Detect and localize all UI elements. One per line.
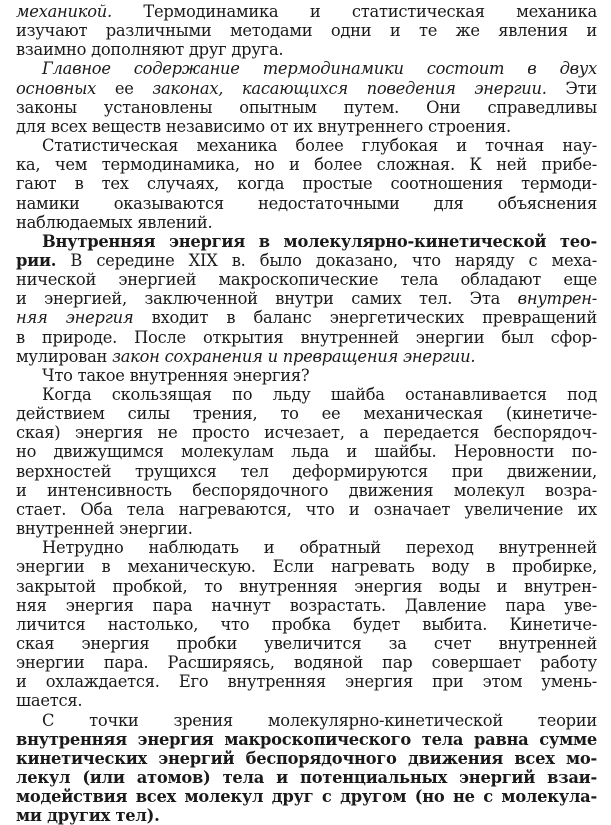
italic-text: внутрен- bbox=[517, 289, 597, 309]
text-run: В середине XIX в. было доказано, что наряду с меха- bbox=[56, 250, 597, 270]
text-line bbox=[16, 672, 597, 691]
text-run: стает. Оба тела нагреваются, что и означает увеличение их bbox=[16, 499, 597, 519]
text-line bbox=[16, 270, 597, 289]
text-run: нической энергией макроскопические тела обладают еще bbox=[16, 270, 597, 290]
text-line bbox=[16, 308, 597, 327]
text-line bbox=[16, 251, 597, 270]
text-line bbox=[42, 385, 597, 404]
bold-text: кинетических энергий беспорядочного движения всех мо- bbox=[16, 748, 597, 768]
bold-text: лекул (или атомов) тела и потенциальных энергий взаи- bbox=[16, 768, 597, 787]
text-run: и энергией, заключенной внутри самих тел. Эта bbox=[16, 289, 518, 309]
text-run: но движущимся молекулам льда и шайбы. Неровности по- bbox=[16, 442, 597, 462]
text-line bbox=[16, 442, 597, 461]
text-run: в природе. После открытия внутренней энергии был сфор- bbox=[16, 327, 597, 347]
italic-text: основных bbox=[16, 78, 97, 98]
text-line bbox=[42, 136, 597, 155]
text-run: закрытой пробкой, то внутренняя энергия воды и внутрен- bbox=[16, 576, 597, 596]
text-line bbox=[16, 519, 597, 538]
text-line bbox=[16, 98, 597, 117]
italic-text: няя энергия bbox=[16, 308, 134, 328]
bold-text: модействия всех молекул друг с другом (но не с молекула- bbox=[16, 787, 597, 807]
text-line bbox=[16, 615, 597, 634]
text-line bbox=[16, 462, 597, 481]
bold-text: рии. bbox=[16, 250, 57, 270]
text-line bbox=[16, 577, 597, 596]
italic-text: законах, касающихся поведения энергии. bbox=[152, 78, 547, 98]
text-run: действием силы трения, то ее механическая (кинетиче- bbox=[16, 404, 597, 424]
text-line bbox=[16, 653, 597, 672]
text-line bbox=[16, 79, 597, 98]
text-run: ская) энергия не просто исчезает, а передается беспорядоч- bbox=[16, 423, 597, 443]
text-line bbox=[16, 40, 597, 59]
text-line bbox=[16, 155, 597, 174]
text-line bbox=[16, 691, 597, 710]
italic-text: механикой. bbox=[16, 2, 112, 21]
text-line bbox=[16, 481, 597, 500]
text-line bbox=[42, 366, 597, 385]
text-line bbox=[16, 328, 597, 347]
text-line bbox=[16, 194, 597, 213]
text-run: ская энергия пробки увеличится за счет внутренней bbox=[16, 633, 597, 653]
text-line bbox=[16, 347, 597, 366]
text-line bbox=[16, 557, 597, 576]
text-run: намики оказываются недостаточными для объяснения bbox=[16, 193, 597, 213]
text-line bbox=[16, 730, 597, 749]
text-run: верхностей трущихся тел деформируются при движении, bbox=[16, 461, 597, 481]
text-line bbox=[42, 711, 597, 730]
text-line bbox=[42, 59, 597, 78]
text-line bbox=[16, 289, 597, 308]
text-run: Нетрудно наблюдать и обратный переход внутренней bbox=[42, 538, 597, 558]
text-line bbox=[42, 538, 597, 557]
text-run: и охлаждается. Его внутренняя энергия при этом умень- bbox=[16, 672, 597, 692]
text-run: мулирован bbox=[16, 346, 113, 366]
text-line bbox=[16, 634, 597, 653]
text-run: изучают различными методами одни и те же явления и bbox=[16, 21, 597, 41]
text-line bbox=[16, 500, 597, 519]
text-line bbox=[16, 21, 597, 40]
text-run: внутренней энергии. bbox=[16, 519, 193, 539]
text-run: энергии пара. Расширяясь, водяной пар совершает работу bbox=[16, 653, 597, 673]
text-run: законы установлены опытным путем. Они справедливы bbox=[16, 97, 597, 117]
text-run: и интенсивность беспорядочного движения молекул возра- bbox=[16, 480, 597, 500]
text-run: гают в тех случаях, когда простые соотношения термоди- bbox=[16, 174, 597, 194]
text-run: Эти bbox=[546, 78, 597, 98]
text-run: Статистическая механика более глубокая и точная нау- bbox=[42, 136, 597, 156]
text-line bbox=[16, 404, 597, 423]
text-run: няя энергия пара начнут возрастать. Давление пара уве- bbox=[16, 595, 597, 615]
text-run: энергии в механическую. Если нагревать воду в пробирке, bbox=[16, 557, 597, 577]
bold-text: ми других тел). bbox=[16, 806, 160, 825]
text-run: для всех веществ независимо от их внутреннего строения. bbox=[16, 116, 511, 136]
text-run: Термодинамика и статистическая механика bbox=[111, 2, 597, 21]
text-line bbox=[16, 768, 597, 787]
text-line bbox=[16, 787, 597, 806]
text-line bbox=[16, 213, 597, 232]
text-run: входит в баланс энергетических превращений bbox=[133, 308, 597, 328]
italic-text: Главное содержание термодинамики состоит в двух bbox=[42, 59, 597, 79]
text-line bbox=[42, 232, 597, 251]
text-run: Что такое внутренняя энергия? bbox=[42, 365, 310, 385]
text-line bbox=[16, 596, 597, 615]
text-line bbox=[16, 117, 597, 136]
text-line bbox=[16, 749, 597, 768]
bold-text: внутренняя энергия макроскопического тела равна сумме bbox=[16, 729, 597, 749]
text-run: Когда скользящая по льду шайба останавливается под bbox=[42, 385, 597, 404]
text-run: ка, чем термодинамика, но и более сложная. К ней прибе- bbox=[16, 155, 597, 175]
italic-text: закон сохранения и превращения энергии. bbox=[112, 346, 476, 366]
text-line bbox=[16, 174, 597, 193]
text-run: взаимно дополняют друг друга. bbox=[16, 40, 284, 60]
bold-text: Внутренняя энергия в молекулярно-кинетической тео- bbox=[42, 231, 597, 251]
text-run: ее bbox=[96, 78, 153, 98]
text-run: С точки зрения молекулярно-кинетической теории bbox=[42, 710, 597, 730]
text-line bbox=[16, 2, 597, 21]
text-run: наблюдаемых явлений. bbox=[16, 212, 213, 232]
text-run: шается. bbox=[16, 691, 83, 711]
text-line bbox=[16, 806, 597, 825]
text-run: личится настолько, что пробка будет выбита. Кинетиче- bbox=[16, 614, 597, 634]
text-line bbox=[16, 423, 597, 442]
